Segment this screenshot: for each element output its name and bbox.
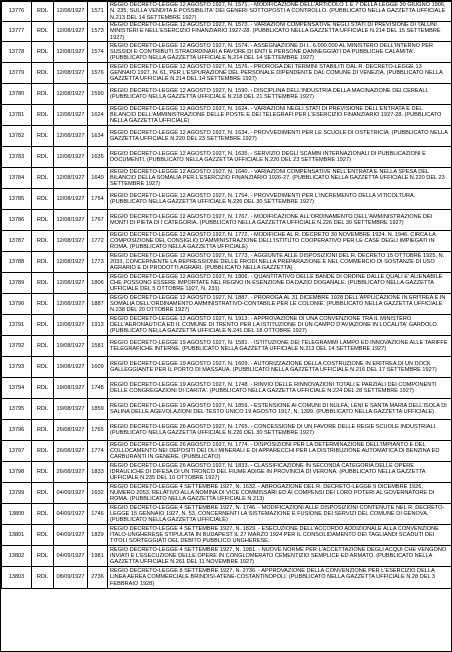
act-date-cell: 04/09/1927	[54, 546, 88, 567]
law-number-cell: 1829	[88, 525, 108, 546]
table-row	[2, 504, 452, 525]
law-number-cell: 1590	[88, 84, 108, 105]
act-type-cell: RDL	[32, 420, 54, 441]
record-number-cell: 13803	[2, 567, 32, 589]
table-row	[2, 567, 452, 589]
act-type-cell: RDL	[32, 567, 54, 589]
act-type-cell: RDL	[32, 2, 54, 22]
act-type-cell: RDL	[32, 105, 54, 126]
record-number-cell: 13786	[2, 210, 32, 231]
act-description-cell: REGIO DECRETO-LEGGE 19 AGOSTO 1927, N. 1581. - ISTITUZIONE DEI TELEGRAMMI LAMPO ED INNOVAZIONE ALLE TARIFFE TELEGRAFICHE INTERNE. (PUBBLICATO NELLA GAZZETTA UFFICIALE N.213 DEL 14 SETTEMBRE 1927)	[108, 336, 452, 357]
table-row	[2, 483, 452, 504]
record-number-cell: 13783	[2, 147, 32, 168]
table-row	[2, 84, 452, 105]
act-type-cell: RDL	[32, 315, 54, 336]
act-type-cell: RDL	[32, 126, 54, 147]
record-number-cell: 13790	[2, 294, 32, 315]
act-type-cell: RDL	[32, 63, 54, 84]
record-number-cell: 13793	[2, 357, 32, 378]
law-number-cell: 1754	[88, 189, 108, 210]
act-type-cell: RDL	[32, 147, 54, 168]
act-date-cell: 12/08/1927	[54, 273, 88, 294]
act-date-cell: 12/08/1927	[54, 105, 88, 126]
record-number-cell: 13794	[2, 378, 32, 399]
record-number-cell: 13796	[2, 420, 32, 441]
act-type-cell: RDL	[32, 168, 54, 189]
law-number-cell: 1576	[88, 63, 108, 84]
act-date-cell: 19/08/1927	[54, 336, 88, 357]
act-description-cell: REGIO DECRETO-LEGGE 26 AGOSTO 1927, N. 1833. - CLASSIFICAZIONE IN SECONDA CATEGORIA DELLE OPERE IDRAULICHE DI DIFESA DI UN TRONCO DEL FIUME ADIGE IN PROVINCIA DI VERONA. (PUBBLICATO NELLA GAZZETTA UFFICIALE N.235 DEL 10 OTTOBRE 1927)	[108, 462, 452, 483]
law-number-cell: 1774	[88, 441, 108, 462]
law-number-cell: 1573	[88, 22, 108, 42]
record-number-cell: 13798	[2, 462, 32, 483]
act-description-cell: REGIO DECRETO-LEGGE 12 AGOSTO 1927, N. 1913. - APPROVAZIONE DI UNA CONVENZIONE TRA IL MINISTERO DELL'AERONAUTICA ED IL COMUNE DI TRENTO PER LA ISTITUZIONE DI UN CAMPO D'AVIAZIONE IN LOCALITA' GARDOLO. (PUBBLICATO NELLA GAZZETTA UFFICIALE N.241 DEL 18 OTTOBRE 1927)	[108, 315, 452, 336]
act-description-cell: REGIO DECRETO-LEGGE 12 AGOSTO 1927, N. 1571. - MODIFICAZIONE DELL'ARTICOLO 1 E 7 DELLA LEGGE 30 GIUGNO 1906, N. 235, SULLA VENDITA E POSSIBILITA' DEI GENERI SOTTOPOSTI A CONTROLLO. (PUBBLICATO NELLA GAZZETTA UFFICIALE N.213 DEL 14 SETTEMBRE 1927)	[108, 2, 452, 22]
table-row	[2, 525, 452, 546]
table-row	[2, 399, 452, 420]
act-description-cell: REGIO DECRETO-LEGGE 12 AGOSTO 1927, N. 1767. - MODIFICAZIONE ALL'ORDINAMENTO DELL'AMMINISTRAZIONE DEI MONTI DI PIETA DI I CATEGORIA. (PUBBLICATO NELLA GAZZETTA UFFICIALE N.226 DEL 30 SETTEMBRE 1927)	[108, 210, 452, 231]
table-row	[2, 210, 452, 231]
law-number-cell: 1635	[88, 147, 108, 168]
record-number-cell: 13795	[2, 399, 32, 420]
act-date-cell: 12/08/1927	[54, 63, 88, 84]
act-description-cell: REGIO DECRETO-LEGGE 12 AGOSTO 1927, N. 1887. - PROROGA AL 31 DICEMBRE 1928 DELL'APPLICAZIONE IN ERITREA E IN SOMALIA DELL'ORDINAMENTO AMMINISTRATIVO-CONTABILE PER LE COLONIE. (PUBBLICATO NELLA GAZZETTA UFFICIALE N.238 DEL 20 OTTOBRE 1927)	[108, 294, 452, 315]
law-number-cell: 1574	[88, 42, 108, 63]
law-number-cell: 1571	[88, 2, 108, 22]
table-row	[2, 315, 452, 336]
act-date-cell: 12/08/1927	[54, 294, 88, 315]
act-description-cell: REGIO DECRETO-LEGGE 12 AGOSTO 1927, N. 1576. - PROROGA DEI TERMINI STABILITI DAL R. DECRETO-LEGGE 13 GENNAIO 1927, N. 61, PER L'ESPURAZIONE DEL PERSONALE DIPENDENTE DAL COMUNE DI VENEZIA. (PUBBLICATO NELLA GAZZETTA UFFICIALE N.214 DEL 14 SETTEMBRE 1927)	[108, 63, 452, 84]
record-number-cell: 13797	[2, 441, 32, 462]
act-date-cell: 04/09/1927	[54, 525, 88, 546]
law-number-cell: 1765	[88, 420, 108, 441]
act-description-cell: REGIO DECRETO-LEGGE 12 AGOSTO 1927, N. 1635. - SERVIZIO DEGLI SCAMBI INTERNAZIONALI DI PUBBLICAZIONI E DOCUMENTI. (PUBBLICATO NELLA GAZZETTA UFFICIALE N.220 DEL 23 SETTEMBRE 1927)	[108, 147, 452, 168]
act-description-cell: REGIO DECRETO-LEGGE 4 SETTEMBRE 1927, N. 1981. - NUOVE NORME PER L'ACCETTAZIONE DEGLI ACQUI CHE VENGONO INVIATI E L'ESECUZIONE DELLE OPERE IN CONGLOMERATO CEMENTIZIO SEMPLICE ED ARMATO. (PUBBLICATO NELLA GAZZETTA UFFICIALE N.261 DEL 11 NOVEMBRE 1927)	[108, 546, 452, 567]
law-number-cell: 1748	[88, 378, 108, 399]
act-type-cell: RDL	[32, 294, 54, 315]
table-row	[2, 42, 452, 63]
record-number-cell: 13785	[2, 189, 32, 210]
law-number-cell: 1581	[88, 336, 108, 357]
act-date-cell: 08/09/1927	[54, 567, 88, 589]
record-number-cell: 13781	[2, 105, 32, 126]
law-number-cell: 1859	[88, 399, 108, 420]
act-type-cell: RDL	[32, 378, 54, 399]
act-date-cell: 12/08/1927	[54, 168, 88, 189]
act-type-cell: RDL	[32, 357, 54, 378]
table-row	[2, 546, 452, 567]
act-date-cell: 12/08/1927	[54, 126, 88, 147]
act-description-cell: REGIO DECRETO-LEGGE 12 AGOSTO 1927, N. 1573. - VARIAZIONI COMPENSATIVE NEGLI STATI DI PREVISIONE DI TALUNI MINISTERI E NELL'ESERCIZIO FINANZIARIO 1927-28. (PUBBLICATO NELLA GAZZETTA UFFICIALE N.214 DEL 15 SETTEMBRE 1927)	[108, 22, 452, 42]
act-type-cell: RDL	[32, 273, 54, 294]
act-date-cell: 26/08/1927	[54, 420, 88, 441]
act-date-cell: 26/08/1927	[54, 441, 88, 462]
law-number-cell: 1640	[88, 168, 108, 189]
record-number-cell: 13801	[2, 525, 32, 546]
act-date-cell: 12/08/1927	[54, 315, 88, 336]
record-number-cell: 13780	[2, 84, 32, 105]
act-description-cell: REGIO DECRETO-LEGGE 12 AGOSTO 1927, N. 1624. - VARIAZIONI NEGLI STATI DI PREVISIONE DELL'ENTRATA E DEL BILANCIO DELL'AMMINISTRAZIONE DELLE POSTE E DEI TELEGRAFI PER L'ESERCIZIO FINANZIARIO 1927-28. (PUBBLICATO NELLA GAZZETTA UFFICIALE)	[108, 105, 452, 126]
law-number-cell: 1624	[88, 105, 108, 126]
act-description-cell: REGIO DECRETO-LEGGE 12 AGOSTO 1927, N. 1806. - QUANTITATIVO DELLE BANDE DI ORDINE DALLE QUALI E' ALIENABILE CHE POSSONO ESSERE IMPORTATE NEL REGNO IN ESENZIONE DA DAZIO DOGANALE. (PUBBLICATO NELLA GAZZETTA UFFICIALE DEL 5 OTTOBRE 1927, N. 231)	[108, 273, 452, 294]
table-row	[2, 147, 452, 168]
record-number-cell: 13788	[2, 252, 32, 273]
act-date-cell: 12/08/1927	[54, 231, 88, 252]
record-number-cell: 13784	[2, 168, 32, 189]
act-type-cell: RDL	[32, 546, 54, 567]
law-number-cell: 1632	[88, 483, 108, 504]
record-number-cell: 13782	[2, 126, 32, 147]
act-description-cell: REGIO DECRETO-LEGGE 19 AGOSTO 1927, N. 1609. - AUTORIZZAZIONE DELLA COSTRUZIONE IN ERITREA DI UN DOCK GALLEGGIANTE PER IL PORTO DI MASSAUA. (PUBBLICATO NELLA GAZZETTA UFFICIALE N.216 DEL 17 SETTEMBRE 1927)	[108, 357, 452, 378]
act-description-cell: REGIO DECRETO-LEGGE 26 AGOSTO 1927, N. 1774. - DISPOSIZIONI PER LA DETERMINAZIONE DELL'IMPIANTO E DEL COLLOCAMENTO NEI DEPOSITI DEI OLI MINERALI E DI APPARECCHI PER LA DISTRIBUZIONE AUTOMATICA DI BENZINA ED CARBURANTI IN GENERE. (PUBBLICATO)	[108, 441, 452, 462]
table-row	[2, 336, 452, 357]
record-number-cell: 13776	[2, 2, 32, 22]
act-date-cell: 12/08/1927	[54, 147, 88, 168]
act-type-cell: RDL	[32, 252, 54, 273]
act-type-cell: RDL	[32, 336, 54, 357]
law-number-cell: 1913	[88, 315, 108, 336]
record-number-cell: 13777	[2, 22, 32, 42]
act-description-cell: REGIO DECRETO-LEGGE 26 AGOSTO 1927, N. 1765. - CONCESSIONE DI UN FAVORE DELLE REGIE SCUOLE INDUSTRIALI. (PUBBLICATO NELLA GAZZETTA UFFICIALE N.226 DEL 30 SETTEMBRE 1927)	[108, 420, 452, 441]
act-date-cell: 19/08/1927	[54, 378, 88, 399]
act-type-cell: RDL	[32, 189, 54, 210]
table-row	[2, 357, 452, 378]
act-date-cell: 12/08/1927	[54, 22, 88, 42]
act-description-cell: REGIO DECRETO-LEGGE 19 AGOSTO 1927, N. 1748. - RINVIO DELLE RINNOVAZIONI TOTALI E PARZIALI DEI COMPONENTI DELLE CONGREGAZIONI DI CARITA'. (PUBBLICATO NELLA GAZZETTA UFFICIALE N.224 DEL 28 SETTEMBRE 1927)	[108, 378, 452, 399]
table-row	[2, 231, 452, 252]
act-date-cell: 04/09/1927	[54, 504, 88, 525]
law-register-table	[1, 1, 452, 589]
record-number-cell: 13779	[2, 63, 32, 84]
record-number-cell: 13792	[2, 336, 32, 357]
act-type-cell: RDL	[32, 84, 54, 105]
table-body	[2, 2, 452, 589]
act-date-cell: 19/08/1927	[54, 357, 88, 378]
act-date-cell: 12/08/1927	[54, 252, 88, 273]
act-description-cell: REGIO DECRETO-LEGGE 12 AGOSTO 1927, N. 1574. - ASSEGNAZIONE DI L. 6.000.000 AL MINISTERO DELL'INTERNO PER SUSSIDI E CONTRIBUTI STRAORDINARI A FAVORE DI ENTI E PERSONE DANNEGGIATI DA PUBBLICHE CALAMITA'. (PUBBLICATO NELLA GAZZETTA UFFICIALE N.214 DEL 14 SETTEMBRE 1927)	[108, 42, 452, 63]
record-number-cell: 13799	[2, 483, 32, 504]
law-number-cell: 1773	[88, 252, 108, 273]
act-type-cell: RDL	[32, 22, 54, 42]
table-row	[2, 168, 452, 189]
act-date-cell: 12/08/1927	[54, 210, 88, 231]
act-type-cell: RDL	[32, 483, 54, 504]
table-row	[2, 294, 452, 315]
act-type-cell: RDL	[32, 504, 54, 525]
act-type-cell: RDL	[32, 42, 54, 63]
act-description-cell: REGIO DECRETO-LEGGE 12 AGOSTO 1927, N. 1634. - PROVVEDIMENTI PER LE SCUOLE DI OSTETRICIA. (PUBBLICATO NELLA GAZZETTA UFFICIALE N.220 DEL 23 SETTEMBRE 1927)	[108, 126, 452, 147]
table-row	[2, 273, 452, 294]
table-row	[2, 105, 452, 126]
act-type-cell: RDL	[32, 231, 54, 252]
table-row	[2, 441, 452, 462]
record-number-cell: 13802	[2, 546, 32, 567]
law-number-cell: 1887	[88, 294, 108, 315]
record-number-cell: 13791	[2, 315, 32, 336]
record-number-cell: 13787	[2, 231, 32, 252]
law-number-cell: 1609	[88, 357, 108, 378]
act-type-cell: RDL	[32, 525, 54, 546]
act-type-cell: RDL	[32, 210, 54, 231]
act-date-cell: 19/08/1927	[54, 399, 88, 420]
act-description-cell: REGIO DECRETO-LEGGE 4 SETTEMBRE 1927, N. 1746. - MODIFICAZIONI ALLE DISPOSIZIONI CONTENUTE NEL R. DECRETO-LEGGE 15 GENNAIO 1927, N. 53, CONCERNENTI LA SISTEMAZIONE E FUSIONE DEI SERVIZI DEL COMUNE DI GENOVA. (PUBBLICATO NELLA GAZZETTA UFFICIALE)	[108, 504, 452, 525]
law-number-cell: 1772	[88, 231, 108, 252]
table-row	[2, 2, 452, 22]
record-number-cell: 13778	[2, 42, 32, 63]
table-row	[2, 189, 452, 210]
act-description-cell: REGIO DECRETO-LEGGE 12 AGOSTO 1927, N. 1773. - AGGIUNTE ALLE DISPOSIZIONI DEL R. DECRETO 15 OTTOBRE 1925, N. 2033, CONCERNENTE LA REPRESSIONE DELLE FRODI NELLA PREPARAZIONE E NEL COMMERCIO DI SOSTANZE DI USO AGRARIO E DI PRODOTTI AGRARI. (PUBBLICATO NELLA GAZZETTA)	[108, 252, 452, 273]
act-date-cell: 12/08/1927	[54, 42, 88, 63]
table-row	[2, 22, 452, 42]
act-description-cell: REGIO DECRETO-LEGGE 12 AGOSTO 1927, N. 1590. - DISCIPLINA DELL'INDUSTRIA DELLA MACINAZIONE DEI CEREALI. (PUBBLICATO NELLA GAZZETTA UFFICIALE N.218 DEL 21 SETTEMBRE 1927)	[108, 84, 452, 105]
record-number-cell: 13800	[2, 504, 32, 525]
act-date-cell: 12/08/1927	[54, 189, 88, 210]
table-row	[2, 420, 452, 441]
law-number-cell: 1767	[88, 210, 108, 231]
law-number-cell: 1833	[88, 462, 108, 483]
act-type-cell: RDL	[32, 399, 54, 420]
act-description-cell: REGIO DECRETO-LEGGE 4 SETTEMBRE 1927, N. 1632. - ABROGAZIONE DEL R. DECRETO-LEGGE 9 DICEMBRE 1926, NUMERO 2053, RELATIVO ALLA NOMINA DI VICE COMMISSARI ED AI COMPENSI DEI LORO POTERI AL GOVERNATORE DI ROMA. (PUBBLICATO NELLA GAZZETTA UFFICIALE N.213)	[108, 483, 452, 504]
table-row	[2, 63, 452, 84]
law-number-cell: 1746	[88, 504, 108, 525]
act-description-cell: REGIO DECRETO-LEGGE 19 AGOSTO 1927, N. 1859. - ESTENSIONE AI COMUNI DI NULFA, LENI E SANTA MARIA DELL'ISOLA DI SALINA DELLE AGEVOLAZIONI DEL TESTO UNICO 19 AGOSTO 1917, N. 1399. (PUBBLICATO NELLA GAZZETTA UFFICIALE)	[108, 399, 452, 420]
law-number-cell: 1981	[88, 546, 108, 567]
table-row	[2, 126, 452, 147]
table-row	[2, 252, 452, 273]
act-date-cell: 12/08/1927	[54, 2, 88, 22]
law-number-cell: 2736	[88, 567, 108, 589]
act-type-cell: RDL	[32, 462, 54, 483]
act-date-cell: 12/08/1927	[54, 84, 88, 105]
act-description-cell: REGIO DECRETO-LEGGE 8 SETTEMBRE 1927, N. 2736. - APPROVAZIONE DELLA CONVENZIONE PER L'ESERCIZIO DELLA LINEA AEREA COMMERCIALE BRINDISI-ATENE-COSTANTINOPOLI. (PUBBLICATO NELLA GAZZETTA UFFICIALE N.28 DEL 3 FEBBRAIO 1928)	[108, 567, 452, 589]
law-number-cell: 1806	[88, 273, 108, 294]
table-row	[2, 378, 452, 399]
act-description-cell: REGIO DECRETO-LEGGE 12 AGOSTO 1927, N. 1772. - MODIFICHE AL R. DECRETO 30 NOVEMBRE 1924, N. 1946, CIRCA LA COMPOSIZIONE DEL CONSIGLIO D'AMMINISTRAZIONE DELL'ISTITUTO COOPERATIVO PER LE CASE DEGLI IMPIEGATI IN ROMA. (PUBBLICATO NELLA GAZZETTA UFFICIALE)	[108, 231, 452, 252]
act-description-cell: REGIO DECRETO-LEGGE 4 SETTEMBRE 1927, N. 1829. - ESECUZIONE DELL'ACCORDO ADDIZIONALE ALLA CONVENZIONE ITALO-UNGHERESE STIPULATA IN BUDAPEST IL 27 MARZO 1924 PER IL CONSOLIDAMENTO DEI TAGLIANDI SCADUTI DEI TITOLI SORTEGGIATI DEL DEBITO PUBBLICO UNGHERESE.	[108, 525, 452, 546]
law-number-cell: 1634	[88, 126, 108, 147]
record-number-cell: 13789	[2, 273, 32, 294]
table-row	[2, 462, 452, 483]
act-description-cell: REGIO DECRETO-LEGGE 12 AGOSTO 1927, N. 1754. - PROVVEDIMENTI PER L'INCREMENTO DELLA VITICOLTURA. (PUBBLICATO NELLA GAZZETTA UFFICIALE N.226 DEL 30 SETTEMBRE 1927)	[108, 189, 452, 210]
act-date-cell: 04/09/1927	[54, 483, 88, 504]
act-type-cell: RDL	[32, 441, 54, 462]
act-date-cell: 26/08/1927	[54, 462, 88, 483]
act-description-cell: REGIO DECRETO-LEGGE 12 AGOSTO 1927, N. 1640. - VARIAZIONI COMPENSATIVE NELL'ENTRATA E NELLA SPESA DEL BILANCIO DELLA SOMALIA PER L'ESERCIZIO FINANZIARIO 1926-27. (PUBBLICATO NELLA GAZZETTA UFFICIALE N.220 DEL 23 SETTEMBRE 1927)	[108, 168, 452, 189]
